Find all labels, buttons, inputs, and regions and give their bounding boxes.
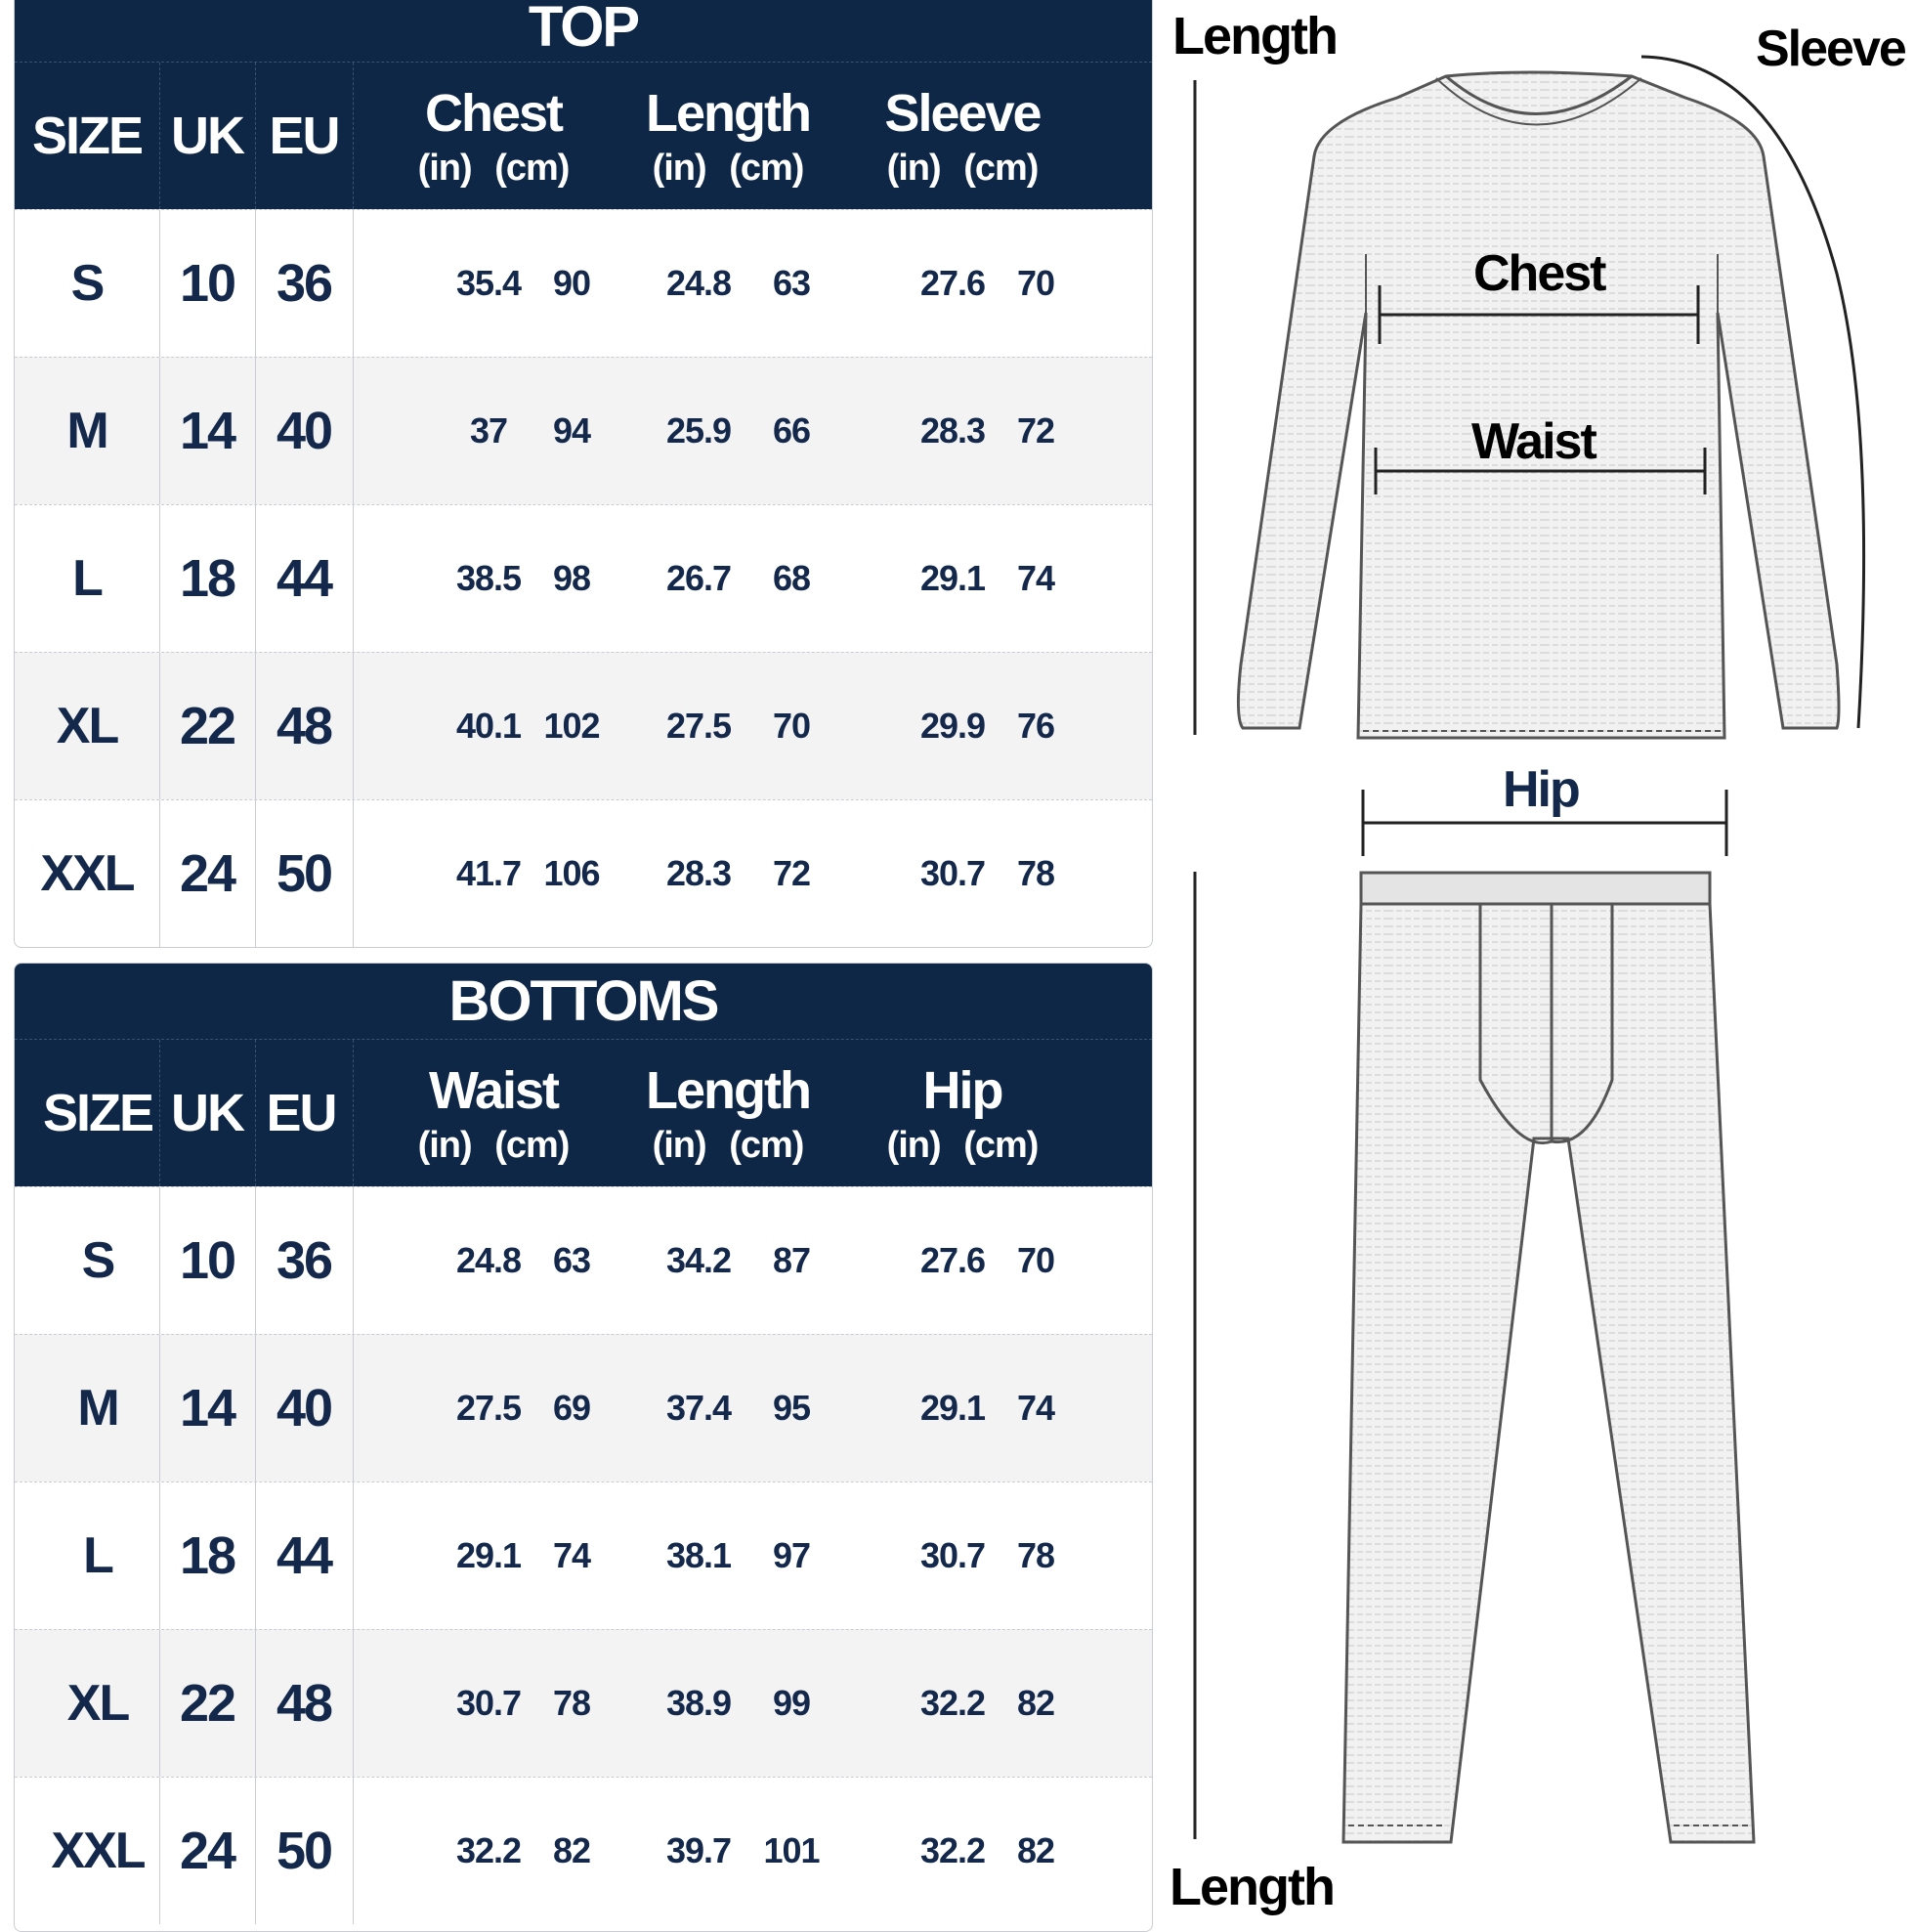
m1-in-cell: 38.5 bbox=[455, 558, 522, 598]
m3-in-cell: 30.7 bbox=[919, 1535, 986, 1575]
m2-cm-cell: 87 bbox=[772, 1240, 811, 1280]
waist-label: Waist bbox=[1471, 413, 1596, 470]
m3-in-cell: 28.3 bbox=[919, 410, 986, 451]
m2-in-cell: 26.7 bbox=[665, 558, 732, 598]
header-length-units: (in) (cm) bbox=[652, 147, 804, 189]
m1-in-cell: 32.2 bbox=[455, 1830, 522, 1870]
header-uk: UK bbox=[171, 107, 243, 165]
size-cell: XL bbox=[56, 698, 118, 754]
column-divider bbox=[159, 505, 160, 652]
uk-cell: 22 bbox=[179, 1674, 235, 1733]
column-divider bbox=[353, 653, 354, 799]
uk-cell: 10 bbox=[179, 1231, 235, 1290]
m3-in-cell: 32.2 bbox=[919, 1683, 986, 1723]
m3-cm-cell: 74 bbox=[1016, 558, 1055, 598]
m3-cm-cell: 70 bbox=[1016, 263, 1055, 303]
column-divider bbox=[353, 1335, 354, 1481]
bottom-length-label: Length bbox=[1170, 1858, 1334, 1916]
m2-in-cell: 39.7 bbox=[665, 1830, 732, 1870]
m2-cm-cell: 68 bbox=[772, 558, 811, 598]
eu-cell: 50 bbox=[276, 844, 332, 903]
header-size: SIZE bbox=[31, 107, 143, 165]
table-row bbox=[15, 799, 1152, 947]
m2-in-cell: 24.8 bbox=[665, 263, 732, 303]
m3-cm-cell: 82 bbox=[1016, 1830, 1055, 1870]
m3-cm-cell: 76 bbox=[1016, 706, 1055, 746]
m1-in-cell: 41.7 bbox=[455, 853, 522, 893]
m2-cm-cell: 72 bbox=[772, 853, 811, 893]
column-divider bbox=[353, 505, 354, 652]
column-divider bbox=[255, 505, 256, 652]
size-cell: M bbox=[66, 403, 107, 459]
size-cell: XL bbox=[66, 1675, 129, 1732]
bottoms-table-title: BOTTOMS bbox=[15, 964, 1152, 1039]
m1-in-cell: 24.8 bbox=[455, 1240, 522, 1280]
table-row bbox=[15, 504, 1152, 652]
m2-cm-cell: 99 bbox=[772, 1683, 811, 1723]
column-divider bbox=[159, 800, 160, 947]
size-cell: XXL bbox=[40, 845, 134, 902]
header-eu: EU bbox=[269, 107, 339, 165]
top-size-table bbox=[14, 0, 1153, 948]
header-hip: Hip bbox=[922, 1060, 1002, 1120]
m3-in-cell: 29.1 bbox=[919, 1388, 986, 1428]
uk-cell: 18 bbox=[179, 1526, 235, 1585]
top-table-header bbox=[15, 62, 1152, 209]
m3-cm-cell: 78 bbox=[1016, 1535, 1055, 1575]
eu-cell: 44 bbox=[276, 549, 332, 608]
eu-cell: 50 bbox=[276, 1822, 332, 1880]
uk-cell: 18 bbox=[179, 549, 235, 608]
column-divider bbox=[353, 1482, 354, 1629]
eu-cell: 40 bbox=[276, 402, 332, 460]
column-divider bbox=[255, 800, 256, 947]
eu-cell: 48 bbox=[276, 1674, 332, 1733]
m2-cm-cell: 63 bbox=[772, 263, 811, 303]
column-divider bbox=[255, 1335, 256, 1481]
header-length-units: (in) (cm) bbox=[652, 1124, 804, 1166]
column-divider bbox=[353, 210, 354, 357]
table-row bbox=[15, 357, 1152, 504]
eu-cell: 48 bbox=[276, 697, 332, 755]
m2-cm-cell: 101 bbox=[763, 1830, 820, 1870]
header-length: Length bbox=[646, 1060, 810, 1120]
column-divider bbox=[159, 653, 160, 799]
m3-in-cell: 27.6 bbox=[919, 263, 986, 303]
m2-in-cell: 25.9 bbox=[665, 410, 732, 451]
header-length: Length bbox=[646, 83, 810, 143]
column-divider bbox=[255, 210, 256, 357]
column-divider bbox=[353, 1187, 354, 1334]
m1-cm-cell: 74 bbox=[552, 1535, 591, 1575]
m2-cm-cell: 97 bbox=[772, 1535, 811, 1575]
uk-cell: 24 bbox=[179, 844, 235, 903]
top-length-label: Length bbox=[1172, 7, 1337, 65]
m1-in-cell: 29.1 bbox=[455, 1535, 522, 1575]
m2-in-cell: 27.5 bbox=[665, 706, 732, 746]
m2-in-cell: 38.9 bbox=[665, 1683, 732, 1723]
size-cell: L bbox=[83, 1527, 112, 1584]
m3-in-cell: 32.2 bbox=[919, 1830, 986, 1870]
header-sleeve: Sleeve bbox=[884, 83, 1041, 143]
m1-cm-cell: 78 bbox=[552, 1683, 591, 1723]
m3-in-cell: 27.6 bbox=[919, 1240, 986, 1280]
size-cell: S bbox=[70, 255, 104, 312]
m2-cm-cell: 70 bbox=[772, 706, 811, 746]
column-divider bbox=[159, 1335, 160, 1481]
column-divider bbox=[159, 210, 160, 357]
header-chest: Chest bbox=[424, 83, 563, 143]
uk-cell: 24 bbox=[179, 1822, 235, 1880]
chest-label: Chest bbox=[1473, 245, 1605, 302]
header-sleeve-units: (in) (cm) bbox=[886, 147, 1039, 189]
column-divider bbox=[255, 1630, 256, 1777]
header-chest-units: (in) (cm) bbox=[417, 147, 570, 189]
m3-in-cell: 29.9 bbox=[919, 706, 986, 746]
sleeve-label: Sleeve bbox=[1756, 21, 1905, 77]
column-divider bbox=[159, 1187, 160, 1334]
table-row bbox=[15, 1629, 1152, 1777]
header-waist-units: (in) (cm) bbox=[417, 1124, 570, 1166]
top-table-body bbox=[15, 209, 1152, 947]
m1-cm-cell: 63 bbox=[552, 1240, 591, 1280]
m1-in-cell: 35.4 bbox=[455, 263, 522, 303]
m3-cm-cell: 74 bbox=[1016, 1388, 1055, 1428]
table-row bbox=[15, 1481, 1152, 1629]
m2-cm-cell: 66 bbox=[772, 410, 811, 451]
column-divider bbox=[255, 1187, 256, 1334]
column-divider bbox=[353, 358, 354, 504]
hip-label: Hip bbox=[1503, 761, 1579, 818]
shirt-icon bbox=[1238, 72, 1839, 738]
table-row bbox=[15, 209, 1152, 357]
m3-cm-cell: 82 bbox=[1016, 1683, 1055, 1723]
column-divider bbox=[255, 1482, 256, 1629]
m3-cm-cell: 78 bbox=[1016, 853, 1055, 893]
column-divider bbox=[159, 1778, 160, 1924]
top-table-title: TOP bbox=[15, 0, 1152, 62]
header-size: SIZE bbox=[42, 1084, 153, 1142]
eu-cell: 44 bbox=[276, 1526, 332, 1585]
column-divider bbox=[353, 1630, 354, 1777]
m2-in-cell: 38.1 bbox=[665, 1535, 732, 1575]
bottoms-table-body bbox=[15, 1186, 1152, 1924]
column-divider bbox=[353, 1778, 354, 1924]
m1-cm-cell: 106 bbox=[543, 853, 600, 893]
column-divider bbox=[159, 358, 160, 504]
m1-cm-cell: 69 bbox=[552, 1388, 591, 1428]
m1-cm-cell: 94 bbox=[552, 410, 591, 451]
header-hip-units: (in) (cm) bbox=[886, 1124, 1039, 1166]
m1-cm-cell: 102 bbox=[543, 706, 600, 746]
eu-cell: 36 bbox=[276, 254, 332, 313]
m3-in-cell: 30.7 bbox=[919, 853, 986, 893]
uk-cell: 22 bbox=[179, 697, 235, 755]
column-divider bbox=[159, 1482, 160, 1629]
m1-in-cell: 40.1 bbox=[455, 706, 522, 746]
table-row bbox=[15, 652, 1152, 799]
column-divider bbox=[159, 1630, 160, 1777]
header-waist: Waist bbox=[428, 1060, 558, 1120]
m1-cm-cell: 90 bbox=[552, 263, 591, 303]
m1-cm-cell: 98 bbox=[552, 558, 591, 598]
m1-in-cell: 37 bbox=[469, 410, 508, 451]
uk-cell: 14 bbox=[179, 402, 235, 460]
column-divider bbox=[255, 653, 256, 799]
size-cell: L bbox=[72, 550, 102, 607]
m3-cm-cell: 72 bbox=[1016, 410, 1055, 451]
m1-in-cell: 30.7 bbox=[455, 1683, 522, 1723]
pants-icon bbox=[1343, 873, 1754, 1842]
eu-cell: 36 bbox=[276, 1231, 332, 1290]
bottoms-size-table bbox=[14, 963, 1153, 1932]
size-cell: M bbox=[77, 1380, 118, 1437]
eu-cell: 40 bbox=[276, 1379, 332, 1438]
m3-in-cell: 29.1 bbox=[919, 558, 986, 598]
column-divider bbox=[353, 800, 354, 947]
bottoms-table-header bbox=[15, 1039, 1152, 1186]
table-row bbox=[15, 1334, 1152, 1481]
m1-in-cell: 27.5 bbox=[455, 1388, 522, 1428]
uk-cell: 10 bbox=[179, 254, 235, 313]
size-cell: S bbox=[81, 1232, 114, 1289]
m2-cm-cell: 95 bbox=[772, 1388, 811, 1428]
m2-in-cell: 37.4 bbox=[665, 1388, 732, 1428]
column-divider bbox=[255, 358, 256, 504]
header-uk: UK bbox=[171, 1084, 243, 1142]
m1-cm-cell: 82 bbox=[552, 1830, 591, 1870]
table-row bbox=[15, 1186, 1152, 1334]
m2-in-cell: 28.3 bbox=[665, 853, 732, 893]
column-divider bbox=[255, 1778, 256, 1924]
table-row bbox=[15, 1777, 1152, 1924]
size-cell: XXL bbox=[51, 1823, 145, 1879]
m3-cm-cell: 70 bbox=[1016, 1240, 1055, 1280]
uk-cell: 14 bbox=[179, 1379, 235, 1438]
header-eu: EU bbox=[266, 1084, 336, 1142]
m2-in-cell: 34.2 bbox=[665, 1240, 732, 1280]
